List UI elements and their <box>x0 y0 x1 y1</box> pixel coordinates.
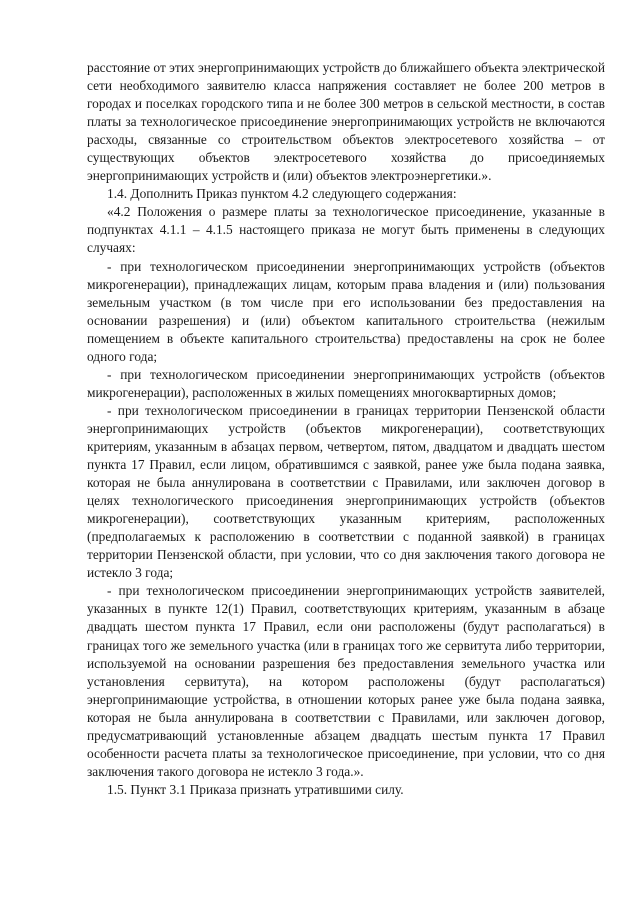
paragraph-case-4: - при технологическом присоединении энергопринимающих устройств заявителей, указанных в пункте 12(1) Правил, соответствующих критериям, указанным в абзаце двадцать шестом пункта 17 Правил, если они расположены (будут располагаться) в границах того же земельного участка (или в границах того же сервитута либо территории, используемой на основании разрешения без предоставления земельного участка или установления сервитута), на котором расположены (будут располагаться) энергопринимающие устройства, в отношении которых ранее уже была подана заявка, которая не была аннулирована в соответствии с Правилами, или заключен договор, предусматривающий установленные абзацем двадцать шестым пункта 17 Правил особенности расчета платы за технологическое присоединение, при условии, что со дня заключения такого договора не истекло 3 года.». <box>87 583 605 779</box>
paragraph-continuation: расстояние от этих энергопринимающих устройств до ближайшего объекта электрической сети необходимого заявителю класса напряжения составляет не более 200 метров в городах и поселках городского типа и не более 300 метров в сельской местности, в состав платы за технологическое присоединение энергопринимающих устройств не включаются расходы, связанные со строительством объектов электросетевого хозяйства – от существующих объектов электросетевого хозяйства до присоединяемых энергопринимающих устройств и (или) объектов электроэнергетики.». <box>87 60 605 184</box>
paragraph-item-1-5: 1.5. Пункт 3.1 Приказа признать утратившими силу. <box>107 781 404 797</box>
paragraph-item-1-4: 1.4. Дополнить Приказ пунктом 4.2 следующего содержания: <box>107 186 457 202</box>
paragraph-case-1: - при технологическом присоединении энергопринимающих устройств (объектов микрогенерации), принадлежащих лицам, которым права владения и (или) пользования земельным участком (в том числе при его использовании без предоставления на основании разрешения) и (или) объектом капитального строительства (нежилым помещением в объекте капитального строительства) предоставлены на срок не более одного года; <box>87 258 605 364</box>
document-body <box>87 59 605 799</box>
paragraph-item-4-2: «4.2 Положения о размере платы за технологическое присоединение, указанные в подпунктах 4.1.1 – 4.1.5 настоящего приказа не могут быть применены в следующих случаях: <box>87 204 605 256</box>
paragraph-case-2: - при технологическом присоединении энергопринимающих устройств (объектов микрогенерации), расположенных в жилых помещениях многоквартирных домов; <box>87 366 605 400</box>
paragraph-case-3: - при технологическом присоединении в границах территории Пензенской области энергопринимающих устройств (объектов микрогенерации), соответствующих критериям, указанным в абзацах первом, четвертом, пятом, двадцатом и двадцать шестом пункта 17 Правил, если лицом, обратившимся с заявкой, ранее уже была подана заявка, которая не была аннулирована в соответствии с Правилами, или заключен договор в целях технологического присоединения энергопринимающих устройств (объектов микрогенерации), соответствующих указанным критериям, расположенных (предполагаемых к расположению в соответствии с поданной заявкой) в границах территории Пензенской области, при условии, что со дня заключения такого договора не истекло 3 года; <box>87 402 605 581</box>
